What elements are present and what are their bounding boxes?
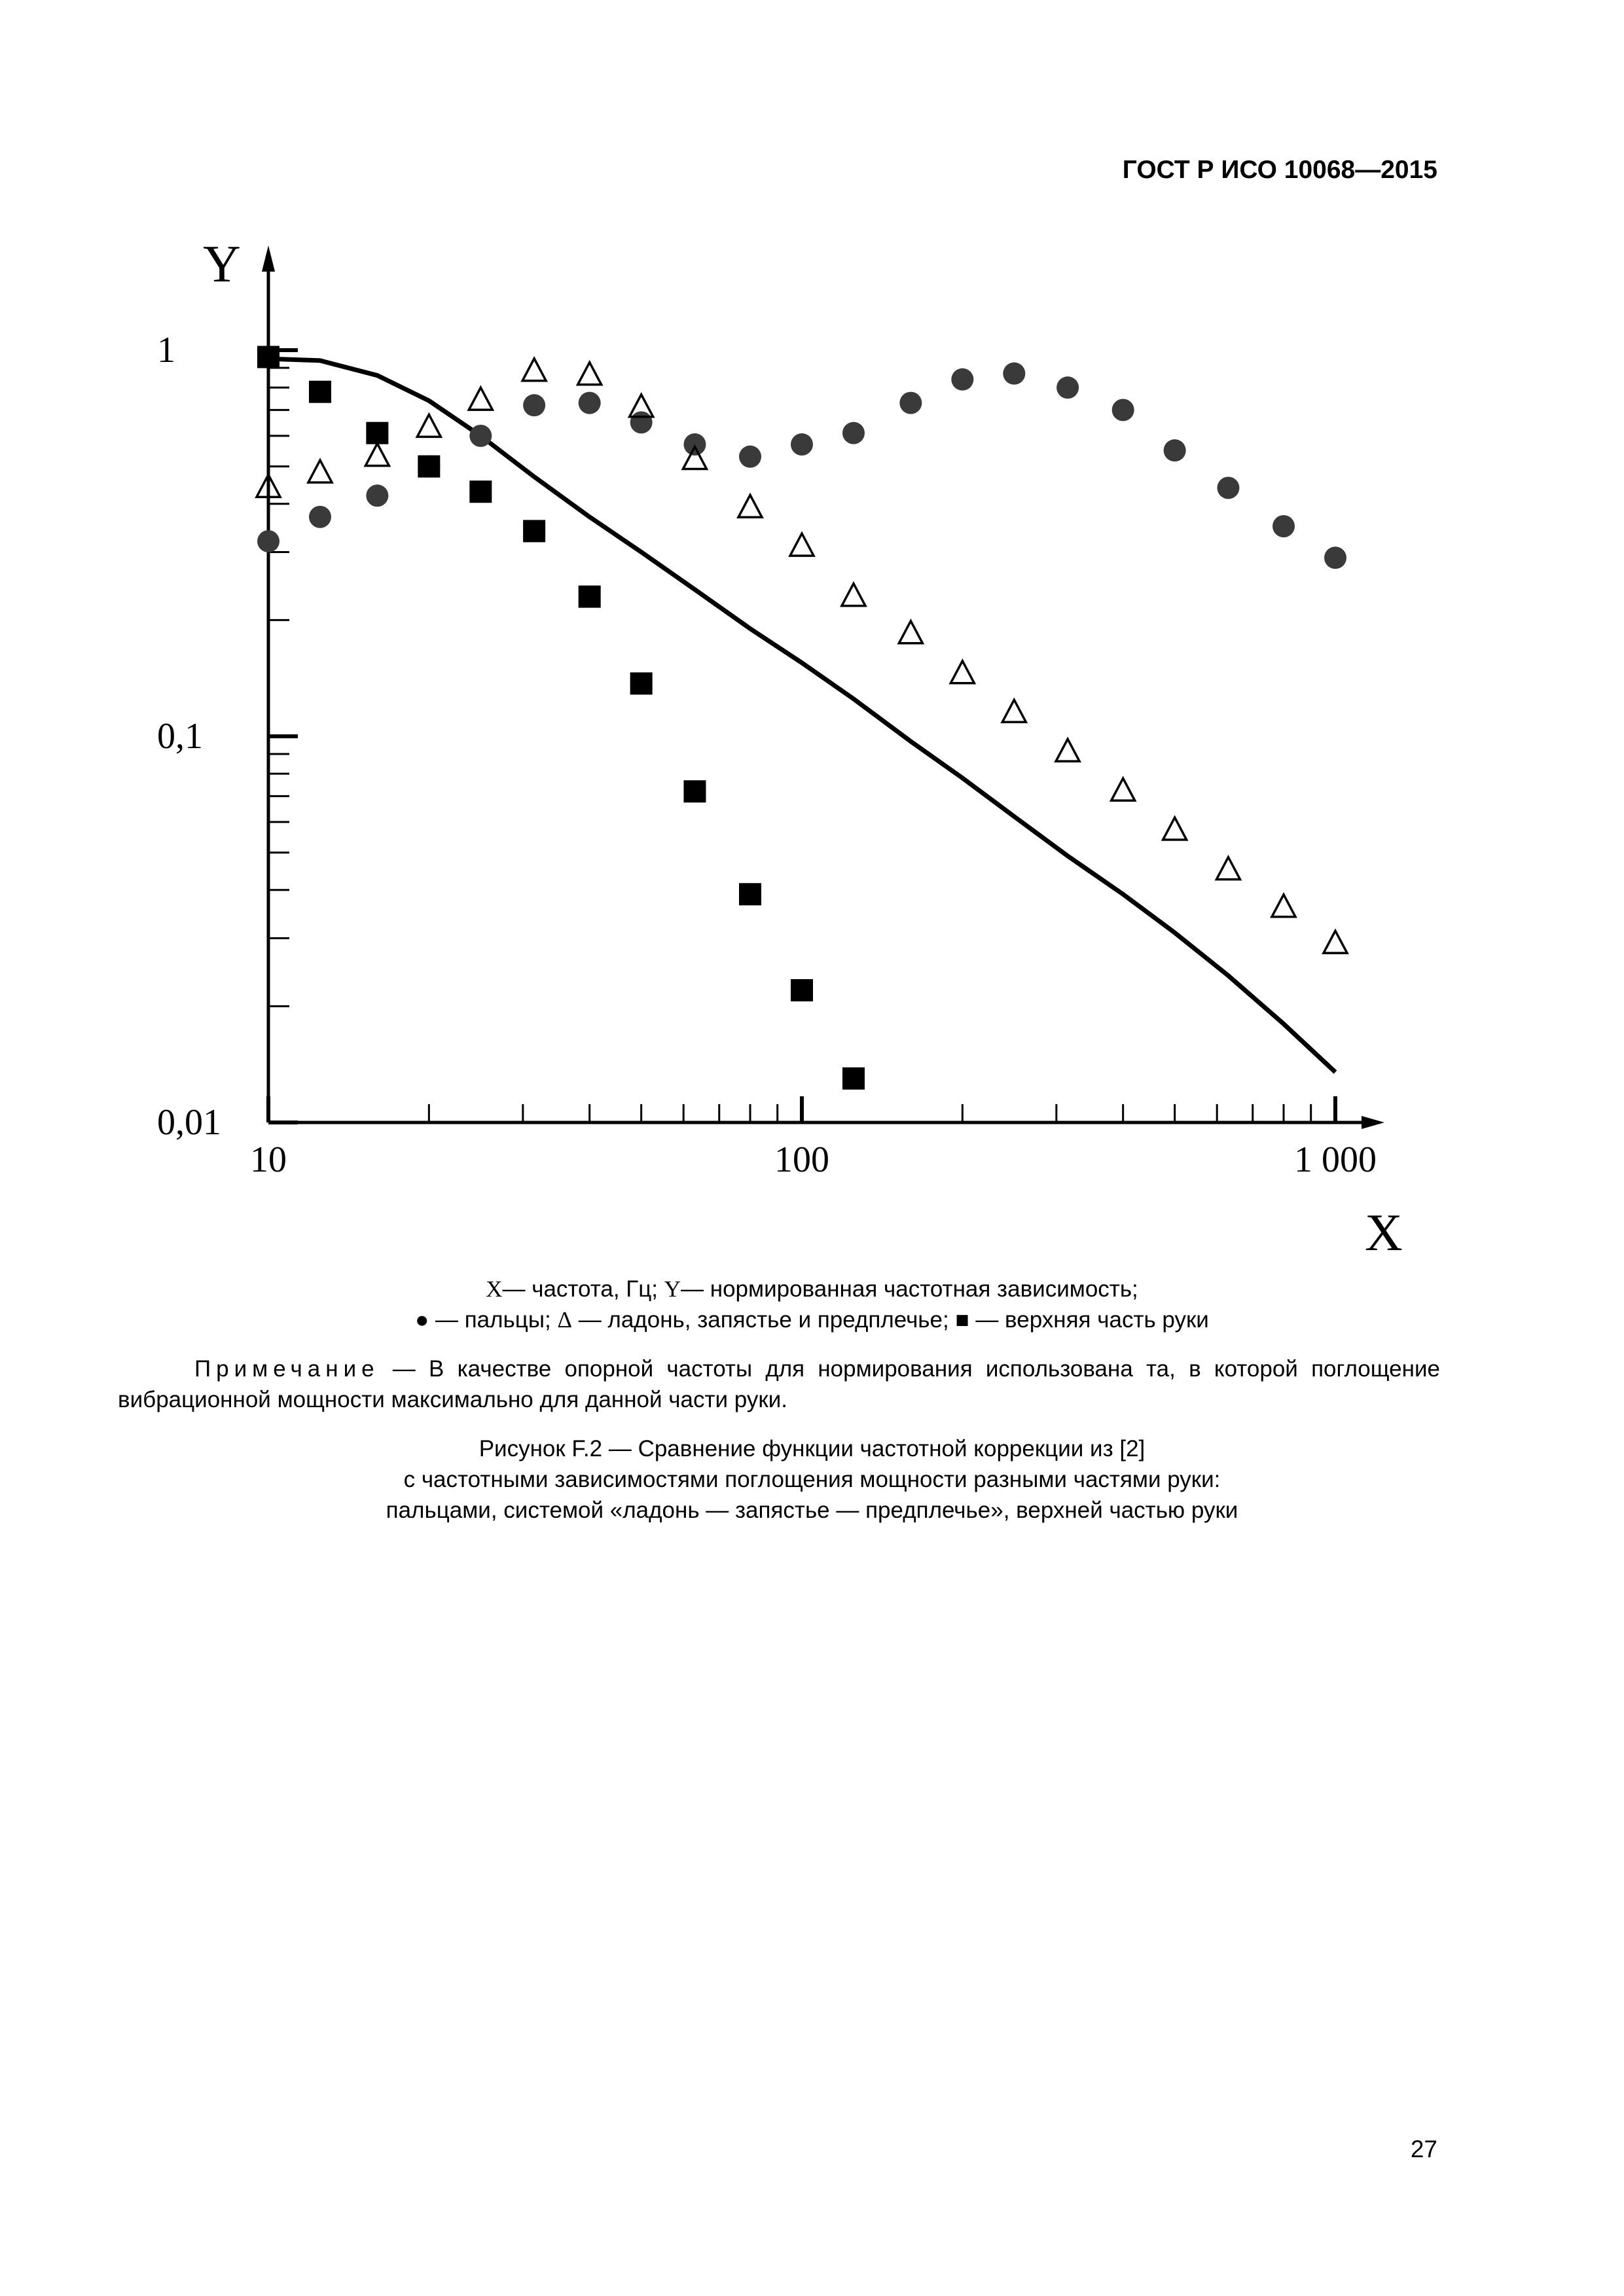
finger-point [1272, 515, 1295, 537]
palm-point [1324, 931, 1347, 953]
upper-arm-point [309, 381, 331, 403]
y-tick-label: 0,01 [157, 1102, 221, 1143]
caption-line-3: пальцами, системой «ладонь — запястье — предплечье», верхней частью руки [386, 1498, 1238, 1523]
legend-upper-arm: ■ — верхняя часть руки [955, 1307, 1209, 1333]
note-heading: Примечание [194, 1356, 380, 1382]
finger-point [791, 433, 813, 456]
note-text: — В качестве опорной частоты для нормирования использована та, в которой поглощение вибрационной мощности максимально для данной части руки. [118, 1356, 1440, 1412]
legend-x-symbol: X [486, 1276, 503, 1302]
finger-point [1056, 376, 1079, 399]
finger-point [842, 422, 865, 444]
palm-point [469, 387, 492, 410]
palm-point [365, 444, 389, 466]
finger-point [1164, 439, 1186, 461]
chart-axes [262, 245, 1384, 1129]
palm-point [578, 363, 602, 385]
x-tick-label: 100 [774, 1139, 829, 1180]
finger-point [523, 394, 545, 416]
y-tick-label: 0,1 [157, 716, 203, 757]
document-id: ГОСТ Р ИСО 10068—2015 [1122, 156, 1437, 184]
legend-delta-symbol: Δ [557, 1307, 572, 1333]
legend-line-2 [0, 1304, 1624, 1335]
finger-point [1003, 363, 1025, 385]
page-number: 27 [1410, 2136, 1437, 2162]
x-tick-label: 1 000 [1294, 1139, 1377, 1180]
palm-point [1216, 857, 1240, 880]
x-axis-label: X [1365, 1204, 1403, 1262]
caption-line-1: Рисунок F.2 — Сравнение функции частотной коррекции из [2] [478, 1436, 1146, 1462]
legend-palm: — ладонь, запястье и предплечье; [571, 1307, 956, 1333]
upper-arm-point [523, 520, 545, 542]
finger-point [951, 368, 973, 391]
upper-arm-point [683, 780, 706, 802]
finger-point [739, 446, 761, 468]
finger-point [899, 392, 922, 414]
finger-point [579, 392, 601, 414]
finger-point [1324, 547, 1346, 569]
upper-arm-point [366, 422, 388, 444]
legend-y-text: — нормированная частотная зависимость; [681, 1276, 1138, 1302]
note [118, 1354, 1440, 1415]
upper-arm-point [739, 883, 761, 905]
tick-labels [157, 330, 1377, 1180]
palm-point [1111, 778, 1135, 800]
palm-point [842, 584, 865, 606]
legend-line-1 [0, 1274, 1624, 1304]
palm-point [1272, 895, 1295, 917]
upper-arm-point [257, 346, 280, 368]
palm-point [308, 460, 332, 482]
legend-fingers: ● — пальцы; [415, 1307, 558, 1333]
y-tick-label: 1 [157, 330, 175, 370]
palm-point [738, 495, 762, 517]
finger-point [1217, 476, 1239, 499]
finger-point [469, 425, 492, 447]
finger-point [630, 411, 653, 433]
legend-x-text: — частота, Гц; [502, 1276, 664, 1302]
legend-y-symbol: Y [664, 1276, 681, 1302]
data-points [257, 346, 1347, 1089]
palm-point [790, 533, 814, 556]
finger-point [257, 530, 280, 552]
palm-point [417, 414, 441, 437]
palm-point [522, 359, 546, 381]
finger-point [309, 506, 331, 528]
upper-arm-point [791, 979, 813, 1001]
finger-point [1112, 399, 1134, 421]
upper-arm-point [418, 456, 440, 478]
upper-arm-point [579, 586, 601, 608]
y-axis-arrow [262, 245, 275, 272]
figure-legend [0, 1274, 1624, 1335]
y-axis-label: Y [203, 236, 241, 293]
palm-point [1163, 817, 1187, 840]
figure-caption [0, 1433, 1624, 1526]
x-tick-label: 10 [250, 1139, 287, 1180]
upper-arm-point [630, 672, 653, 694]
palm-point [899, 621, 922, 643]
x-axis-arrow [1362, 1116, 1384, 1129]
caption-line-2: с частотными зависимостями поглощения мощности разными частями руки: [403, 1467, 1221, 1492]
finger-point [366, 484, 388, 507]
palm-point [1056, 739, 1079, 761]
upper-arm-point [842, 1067, 865, 1090]
palm-point [950, 661, 974, 683]
palm-point [1002, 700, 1026, 722]
upper-arm-point [469, 480, 492, 503]
